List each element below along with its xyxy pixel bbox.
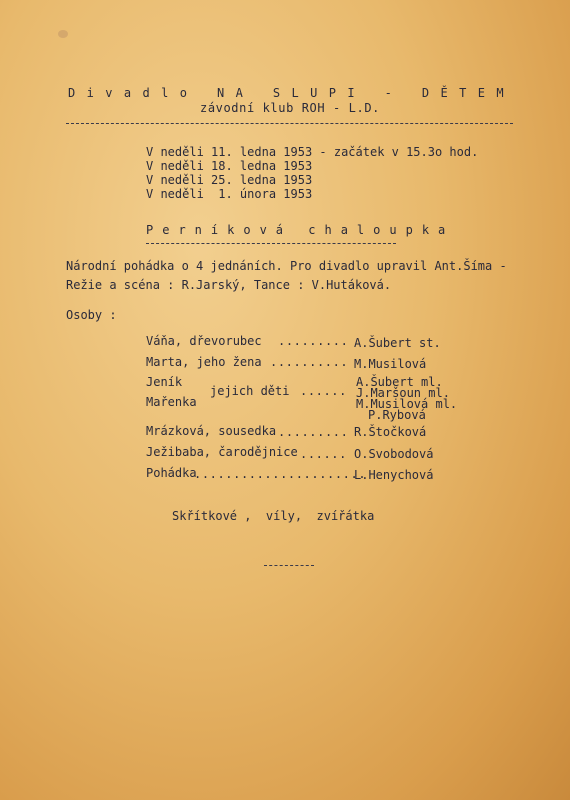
page-subtitle: závodní klub ROH - L.D.	[200, 101, 380, 115]
cast-dots: ..........	[270, 355, 349, 369]
child-actor-1: A.Šubert ml.	[356, 375, 443, 389]
date-line-1: V neděli 11. ledna 1953 - začátek v 15.3o hod.	[146, 145, 479, 159]
child-role-1: Jeník	[146, 375, 183, 389]
cast-actor: O.Svobodová	[354, 447, 434, 461]
cast-actor: M.Musilová	[354, 357, 427, 371]
date-line-3: V neděli 25. ledna 1953	[146, 173, 313, 187]
cast-dots: ......	[300, 447, 347, 461]
persons-label: Osoby :	[66, 308, 117, 322]
cast-dots: ......................	[194, 467, 367, 481]
cast-role: Pohádka	[146, 466, 197, 480]
cast-role: Váňa, dřevorubec	[146, 334, 262, 348]
cast-dots: .........	[278, 425, 349, 439]
date-line-4: V neděli 1. února 1953	[146, 187, 313, 201]
page-title: Divadlo NA SLUPI - DĚTEM	[68, 86, 515, 100]
child-actor-2: J.Maršoun ml.	[356, 386, 450, 400]
cast-dots: .........	[278, 334, 349, 348]
child-actor-3: M.Musilová ml.	[356, 397, 458, 411]
cast-role: Ježibaba, čarodějnice	[146, 445, 298, 459]
cast-role: Mrázková, sousedka	[146, 424, 277, 438]
children-dots: ......	[300, 384, 347, 398]
child-actor-4: P.Rybová	[368, 408, 426, 422]
description-line-1: Národní pohádka o 4 jednáních. Pro divadlo upravil Ant.Šíma -	[66, 259, 507, 273]
paper-stain	[58, 30, 68, 38]
child-role-2: Mařenka	[146, 395, 197, 409]
date-line-2: V neděli 18. ledna 1953	[146, 159, 313, 173]
cast-actor: A.Šubert st.	[354, 336, 441, 350]
description-line-2: Režie a scéna : R.Jarský, Tance : V.Hutáková.	[66, 278, 392, 292]
cast-actor: L.Henychová	[354, 468, 434, 482]
play-title-underline	[146, 243, 396, 244]
header-divider	[66, 123, 513, 124]
cast-role: Marta, jeho žena	[146, 355, 262, 369]
play-title: Perníková chaloupka	[146, 223, 455, 237]
closing-divider	[264, 565, 314, 566]
children-group-label: jejich děti	[210, 384, 290, 398]
cast-actor: R.Štočková	[354, 425, 427, 439]
extras-line: Skřítkové , víly, zvířátka	[172, 509, 375, 523]
